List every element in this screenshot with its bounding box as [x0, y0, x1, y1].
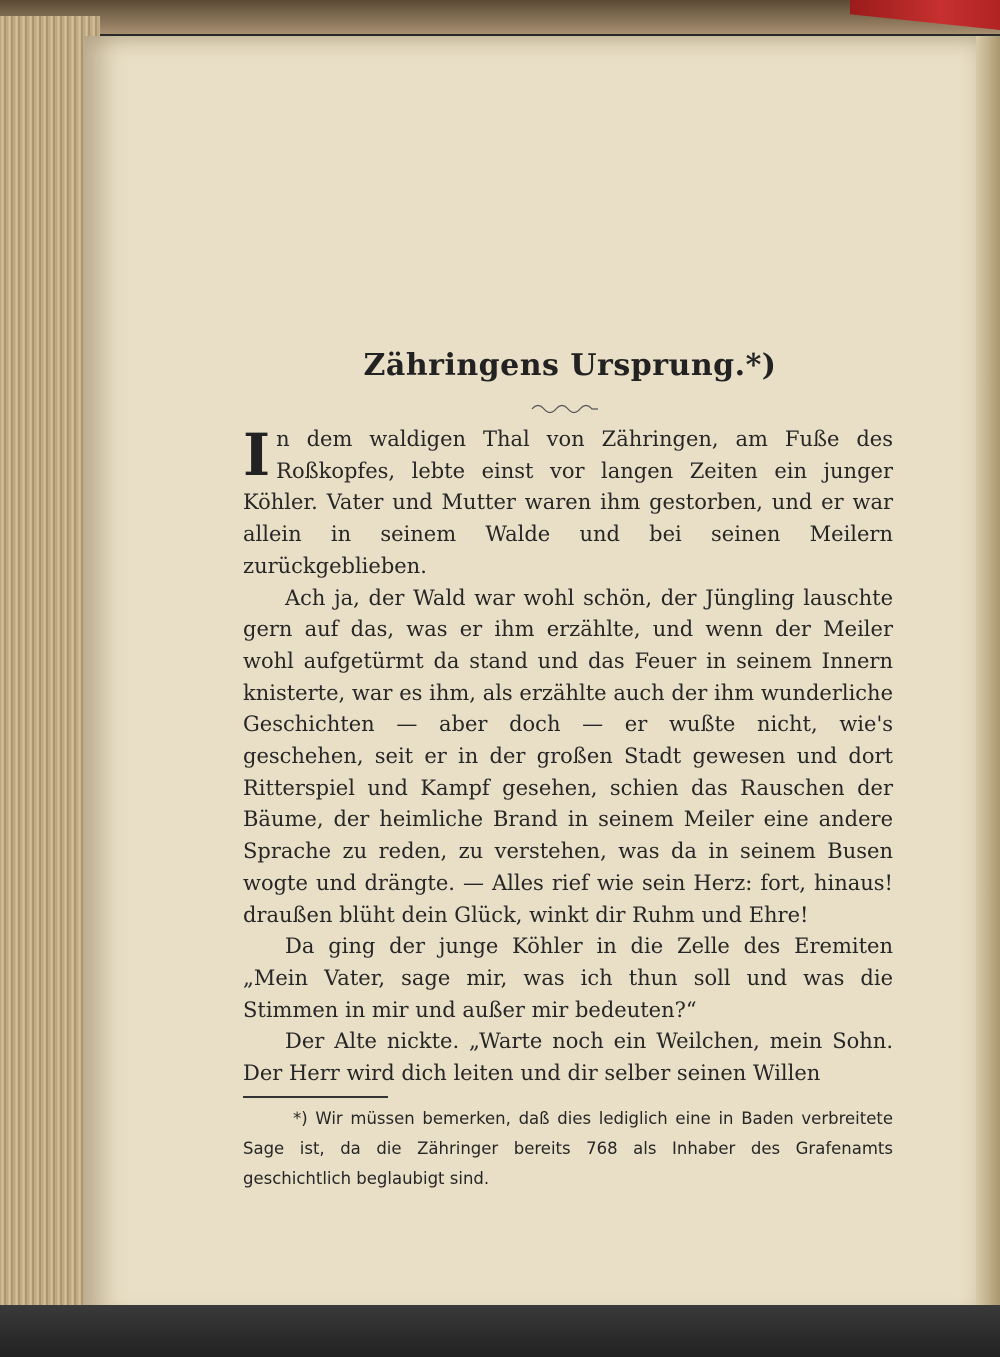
paragraph-4: Der Alte nickte. „Warte noch ein Weilchen, mein Sohn. Der Herr wird dich leiten und dir selber seinen Willen	[243, 1029, 893, 1086]
body-text	[243, 421, 893, 1090]
title-ornament	[530, 400, 600, 414]
chapter-title: Zähringens Ursprung.*)	[363, 348, 777, 383]
footnote-rule	[243, 1096, 388, 1098]
paragraph-2: Ach ja, der Wald war wohl schön, der Jüngling lauschte gern auf das, was er ihm erzählte, und wenn der Meiler wohl aufgetürmt da stand und das Feuer in seinem Innern knisterte, war es ihm, als erzählte auch der ihm wunderliche Geschichten — aber doch — er wußte nicht, wie's geschehen, seit er in der großen Stadt gewesen und dort Ritterspiel und Kampf gesehen, schien das Rauschen der Bäume, der heimliche Brand in seinem Meiler eine andere Sprache zu reden, zu verstehen, was da in seinem Busen wogte und drängte. — Alles rief wie sein Herz: fort, hinaus! draußen blüht dein Glück, winkt dir Ruhm und Ehre!	[243, 585, 893, 927]
paragraph-1: In dem waldigen Thal von Zähringen, am Fuße des Roßkopfes, lebte einst vor langen Zeiten ein junger Köhler. Vater und Mutter waren ihm gestorben, und er war allein in seinem Walde und bei seinen Meilern zurückgeblieben.	[243, 421, 893, 578]
paragraph-3: Da ging der junge Köhler in die Zelle des Eremiten „Mein Vater, sage mir, was ich thun soll und was die Stimmen in mir und außer mir bedeuten?“	[243, 934, 893, 1022]
background-bottom	[0, 1305, 1000, 1357]
initial-letter: I	[243, 421, 271, 489]
page-right-edge	[976, 36, 1000, 1321]
footnote: *) Wir müssen bemerken, daß dies lediglich eine in Baden verbreitete Sage ist, da die Zähringer bereits 768 als Inhaber des Grafenamts geschichtlich beglaubigt sind.	[243, 1109, 893, 1188]
